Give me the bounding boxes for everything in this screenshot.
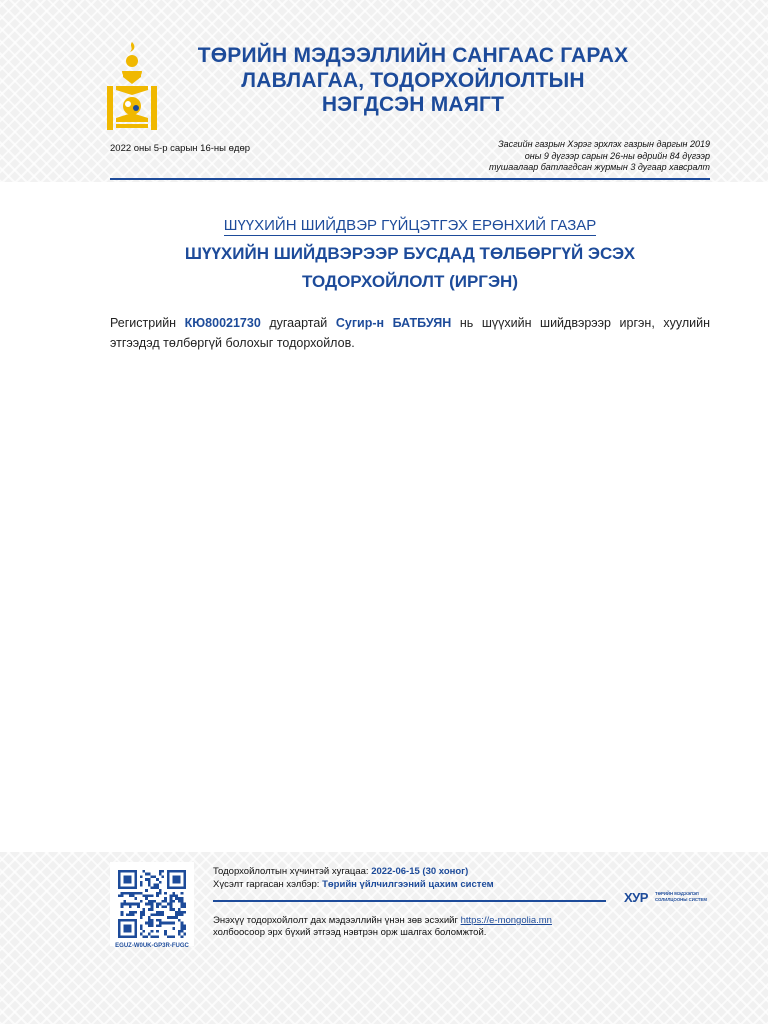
qr-code xyxy=(110,862,194,946)
validity-value: 2022-06-15 (30 хоног) xyxy=(371,866,469,877)
khur-logo-subtitle-line: СОЛИЛЦООНЫ СИСТЕМ xyxy=(655,896,707,902)
khur-logo-subtitle-line: ТӨРИЙН МЭДЭЭЛЭЛ xyxy=(655,891,699,896)
khur-logo-text: ХУР xyxy=(624,890,648,905)
header-title xyxy=(180,44,646,118)
certificate-body xyxy=(110,314,710,353)
decree-line: Засгийн газрын Хэрэг эрхлэх газрын даргын 2019 xyxy=(498,139,710,149)
e-mongolia-link[interactable]: https://e-mongolia.mn xyxy=(460,915,552,926)
body-prefix: Регистрийн xyxy=(110,316,177,330)
soyombo-emblem-icon xyxy=(106,40,158,134)
qr-verification-code: EGUZ-W0UK-GP3R-FUGC xyxy=(115,943,189,949)
notice-prefix: Энэхүү тодорхойлолт дах мэдээллийн үнэн зөв эсэхийг xyxy=(213,915,458,926)
decree-line: оны 9 дүгээр сарын 26-ны өдрийн 84 дүгээр xyxy=(524,150,710,161)
document-title-line: ШҮҮХИЙН ШИЙДВЭРЭЭР БУСДАД ТӨЛБӨРГҮЙ ЭСЭХ xyxy=(184,244,636,263)
decree-line: тушаалаар батлагдсан журмын 3 дугаар хавсралт xyxy=(488,162,710,172)
decree-reference xyxy=(489,139,710,174)
header-title-line: ТӨРИЙН МЭДЭЭЛЛИЙН САНГААС ГАРАХ xyxy=(197,44,629,67)
organization-name-text: ШҮҮХИЙН ШИЙДВЭР ГҮЙЦЭТГЭХ ЕРӨНХИЙ ГАЗАР xyxy=(223,217,597,234)
header-divider xyxy=(110,178,710,180)
source-row xyxy=(213,879,494,892)
khur-logo-subtitle xyxy=(655,891,707,902)
validity-label: Тодорхойлолтын хүчинтэй хугацаа: xyxy=(213,866,369,877)
khur-logo xyxy=(624,890,714,906)
footer-divider xyxy=(213,900,606,902)
source-value: Төрийн үйлчилгээний цахим систем xyxy=(322,878,494,890)
qr-code-icon xyxy=(118,870,186,938)
validity-row xyxy=(213,866,494,879)
organization-name xyxy=(0,217,768,235)
body-middle: дугаартай xyxy=(269,316,328,330)
header-title-line: НЭГДСЭН МАЯГТ xyxy=(321,93,505,116)
document-title xyxy=(110,240,710,296)
source-label: Хүсэлт гаргасан хэлбэр: xyxy=(213,878,320,890)
register-number: КЮ80021730 xyxy=(184,316,261,330)
verification-notice xyxy=(213,915,552,939)
header-title-line: ЛАВЛАГАА, ТОДОРХОЙЛОЛТЫН xyxy=(241,68,585,92)
notice-line xyxy=(213,915,552,927)
notice-suffix: холбоосоор эрх бүхий этгээд нэвтрэн орж шалгах боломжтой. xyxy=(213,927,487,938)
document-title-line: ТОДОРХОЙЛОЛТ (ИРГЭН) xyxy=(302,272,518,291)
validity-info xyxy=(213,866,494,891)
khur-logo-mark xyxy=(624,890,648,905)
issue-date: 2022 оны 5-р сарын 16-ны өдөр xyxy=(110,143,251,154)
citizen-name: Сугир-н БАТБУЯН xyxy=(335,316,452,330)
body-suffix: нь шүүхийн шийдвэрээр иргэн, хуулийн этгээдэд төлбөргүй болохыг тодорхойлов. xyxy=(110,316,710,350)
